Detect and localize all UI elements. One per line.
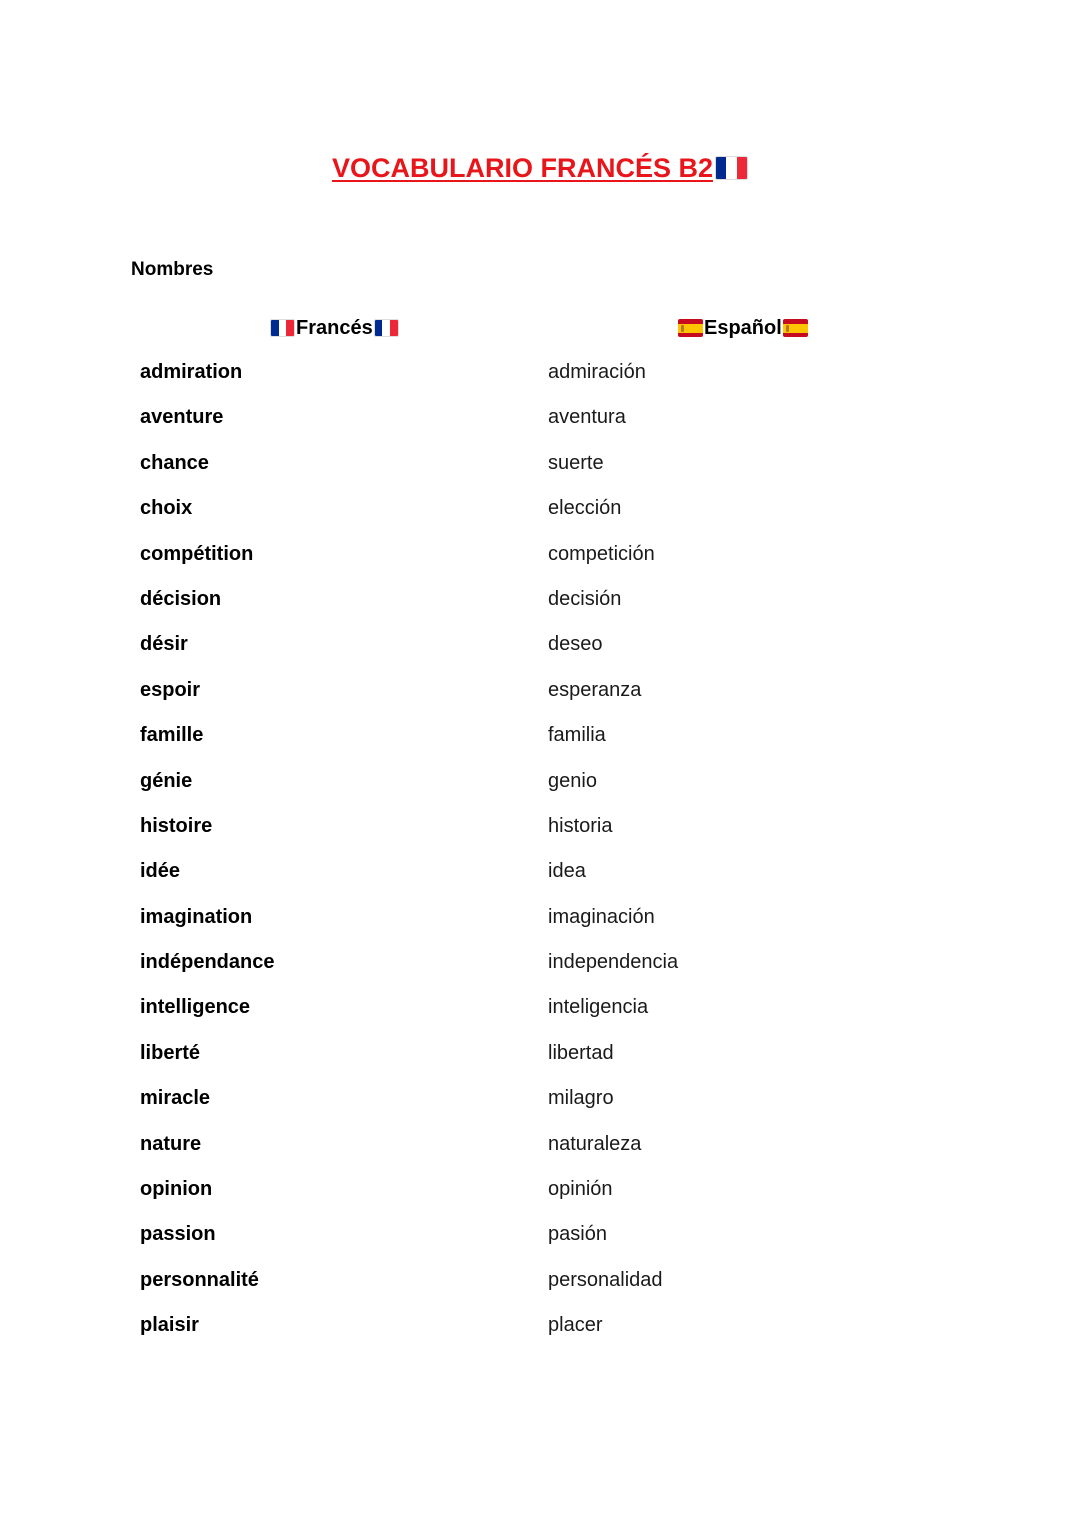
spanish-word: milagro <box>548 1087 614 1110</box>
spanish-word: libertad <box>548 1041 614 1064</box>
table-row <box>0 540 1080 585</box>
spanish-word: esperanza <box>548 678 642 701</box>
column-header-french-label: Francés <box>296 317 373 339</box>
column-header-french <box>270 315 399 341</box>
spanish-word: idea <box>548 860 586 883</box>
french-word: génie <box>140 769 193 792</box>
column-header-spanish <box>678 315 808 341</box>
column-header-spanish-label: Español <box>704 317 782 339</box>
spanish-word: deseo <box>548 633 603 656</box>
table-row <box>0 1266 1080 1311</box>
french-word: miracle <box>140 1087 211 1110</box>
french-word: famille <box>140 724 204 747</box>
spanish-word: placer <box>548 1314 603 1337</box>
section-heading: Nombres <box>131 259 214 280</box>
table-row <box>0 630 1080 675</box>
french-word: décision <box>140 587 222 610</box>
spanish-word: decisión <box>548 587 622 610</box>
french-word: compétition <box>140 542 254 565</box>
french-word: admiration <box>140 361 243 383</box>
title-text-wrap <box>332 150 748 186</box>
table-row <box>0 948 1080 993</box>
spanish-word: competición <box>548 542 655 565</box>
table-row <box>0 993 1080 1038</box>
title-text: VOCABULARIO FRANCÉS B2 <box>331 153 714 183</box>
french-word: espoir <box>140 678 201 701</box>
french-word: idée <box>140 860 181 883</box>
table-row <box>0 494 1080 539</box>
spanish-word: opinión <box>548 1178 613 1201</box>
spanish-word: naturaleza <box>548 1132 642 1155</box>
flag-france-icon <box>374 319 399 337</box>
table-row <box>0 1039 1080 1084</box>
table-row <box>0 1130 1080 1175</box>
spanish-word: familia <box>548 724 606 747</box>
table-row <box>0 1311 1080 1356</box>
spanish-word: personalidad <box>548 1268 663 1291</box>
flag-france-icon <box>270 319 295 337</box>
french-word: imagination <box>140 905 253 928</box>
table-row <box>0 1220 1080 1265</box>
spanish-word: historia <box>548 814 613 837</box>
spanish-word: independencia <box>548 951 679 974</box>
flag-spain-icon <box>678 319 703 337</box>
french-word: personnalité <box>140 1268 259 1291</box>
french-word: histoire <box>140 814 213 837</box>
table-row <box>0 767 1080 812</box>
vocabulary-table <box>0 358 1080 1357</box>
table-row <box>0 358 1080 403</box>
french-word: indépendance <box>140 951 275 974</box>
table-row <box>0 585 1080 630</box>
french-word: nature <box>140 1132 202 1155</box>
french-word: passion <box>140 1223 216 1246</box>
table-row <box>0 903 1080 948</box>
french-word: aventure <box>140 406 224 429</box>
french-word: intelligence <box>140 996 251 1019</box>
french-word: chance <box>140 451 209 474</box>
spanish-word: suerte <box>548 451 604 474</box>
spanish-word: imaginación <box>548 905 655 928</box>
flag-france-icon <box>715 156 748 180</box>
spanish-word: inteligencia <box>548 996 649 1019</box>
page-title <box>0 150 1080 186</box>
spanish-word: elección <box>548 497 622 520</box>
french-word: opinion <box>140 1178 213 1201</box>
table-row <box>0 857 1080 902</box>
table-row <box>0 1084 1080 1129</box>
french-word: liberté <box>140 1041 201 1064</box>
table-row <box>0 721 1080 766</box>
table-row <box>0 449 1080 494</box>
french-word: désir <box>140 633 188 656</box>
spanish-word: admiración <box>548 361 646 383</box>
table-row <box>0 403 1080 448</box>
table-row <box>0 812 1080 857</box>
spanish-word: aventura <box>548 406 626 429</box>
spanish-word: pasión <box>548 1223 607 1246</box>
flag-spain-icon <box>783 319 808 337</box>
french-word: choix <box>140 497 193 520</box>
spanish-word: genio <box>548 769 597 792</box>
french-word: plaisir <box>140 1314 199 1337</box>
table-row <box>0 1175 1080 1220</box>
table-row <box>0 676 1080 721</box>
